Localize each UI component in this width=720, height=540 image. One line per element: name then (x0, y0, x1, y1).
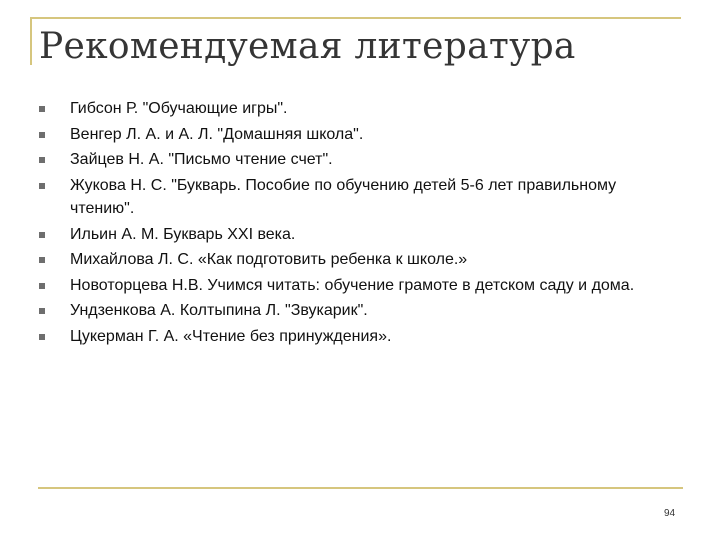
decorative-bottom-line (38, 487, 683, 489)
list-item (38, 325, 678, 349)
page-number: 94 (664, 508, 676, 519)
square-bullet-icon (39, 183, 45, 189)
list-item (38, 148, 678, 172)
decorative-left-line (30, 17, 32, 65)
list-item (38, 223, 678, 247)
list-item-text: Ильин А. М. Букварь XXI века. (70, 225, 296, 243)
list-item-text: Михайлова Л. С. «Как подготовить ребенка к школе.» (70, 251, 468, 268)
square-bullet-icon (39, 334, 45, 340)
reference-list (38, 97, 678, 350)
decorative-top-line (30, 17, 681, 19)
slide-title: Рекомендуемая литература (39, 26, 576, 67)
list-item-text: Ундзенкова А. Колтыпина Л. "Звукарик". (70, 302, 368, 319)
list-item-text: Венгер Л. А. и А. Л. "Домашняя школа". (70, 125, 364, 143)
list-item-text: Новоторцева Н.В. Учимся читать: обучение грамоте в детском саду и дома. (70, 276, 635, 294)
square-bullet-icon (39, 283, 45, 289)
list-item-text: Цукерман Г. А. «Чтение без принуждения». (70, 327, 392, 345)
list-item-text: Гибсон Р. "Обучающие игры". (70, 100, 288, 117)
square-bullet-icon (39, 132, 45, 138)
list-item (38, 174, 678, 221)
list-item (38, 97, 678, 121)
list-item (38, 248, 678, 272)
list-item-text: Зайцев Н. А. "Письмо чтение счет". (70, 151, 333, 168)
list-item (38, 299, 678, 323)
square-bullet-icon (39, 308, 45, 314)
list-item (38, 123, 678, 147)
square-bullet-icon (39, 232, 45, 238)
list-item-text: Жукова Н. С. "Букварь. Пособие по обучению детей 5-6 лет правильному чтению". (70, 176, 617, 217)
list-item (38, 274, 678, 298)
square-bullet-icon (39, 257, 45, 263)
square-bullet-icon (39, 157, 45, 163)
square-bullet-icon (39, 106, 45, 112)
